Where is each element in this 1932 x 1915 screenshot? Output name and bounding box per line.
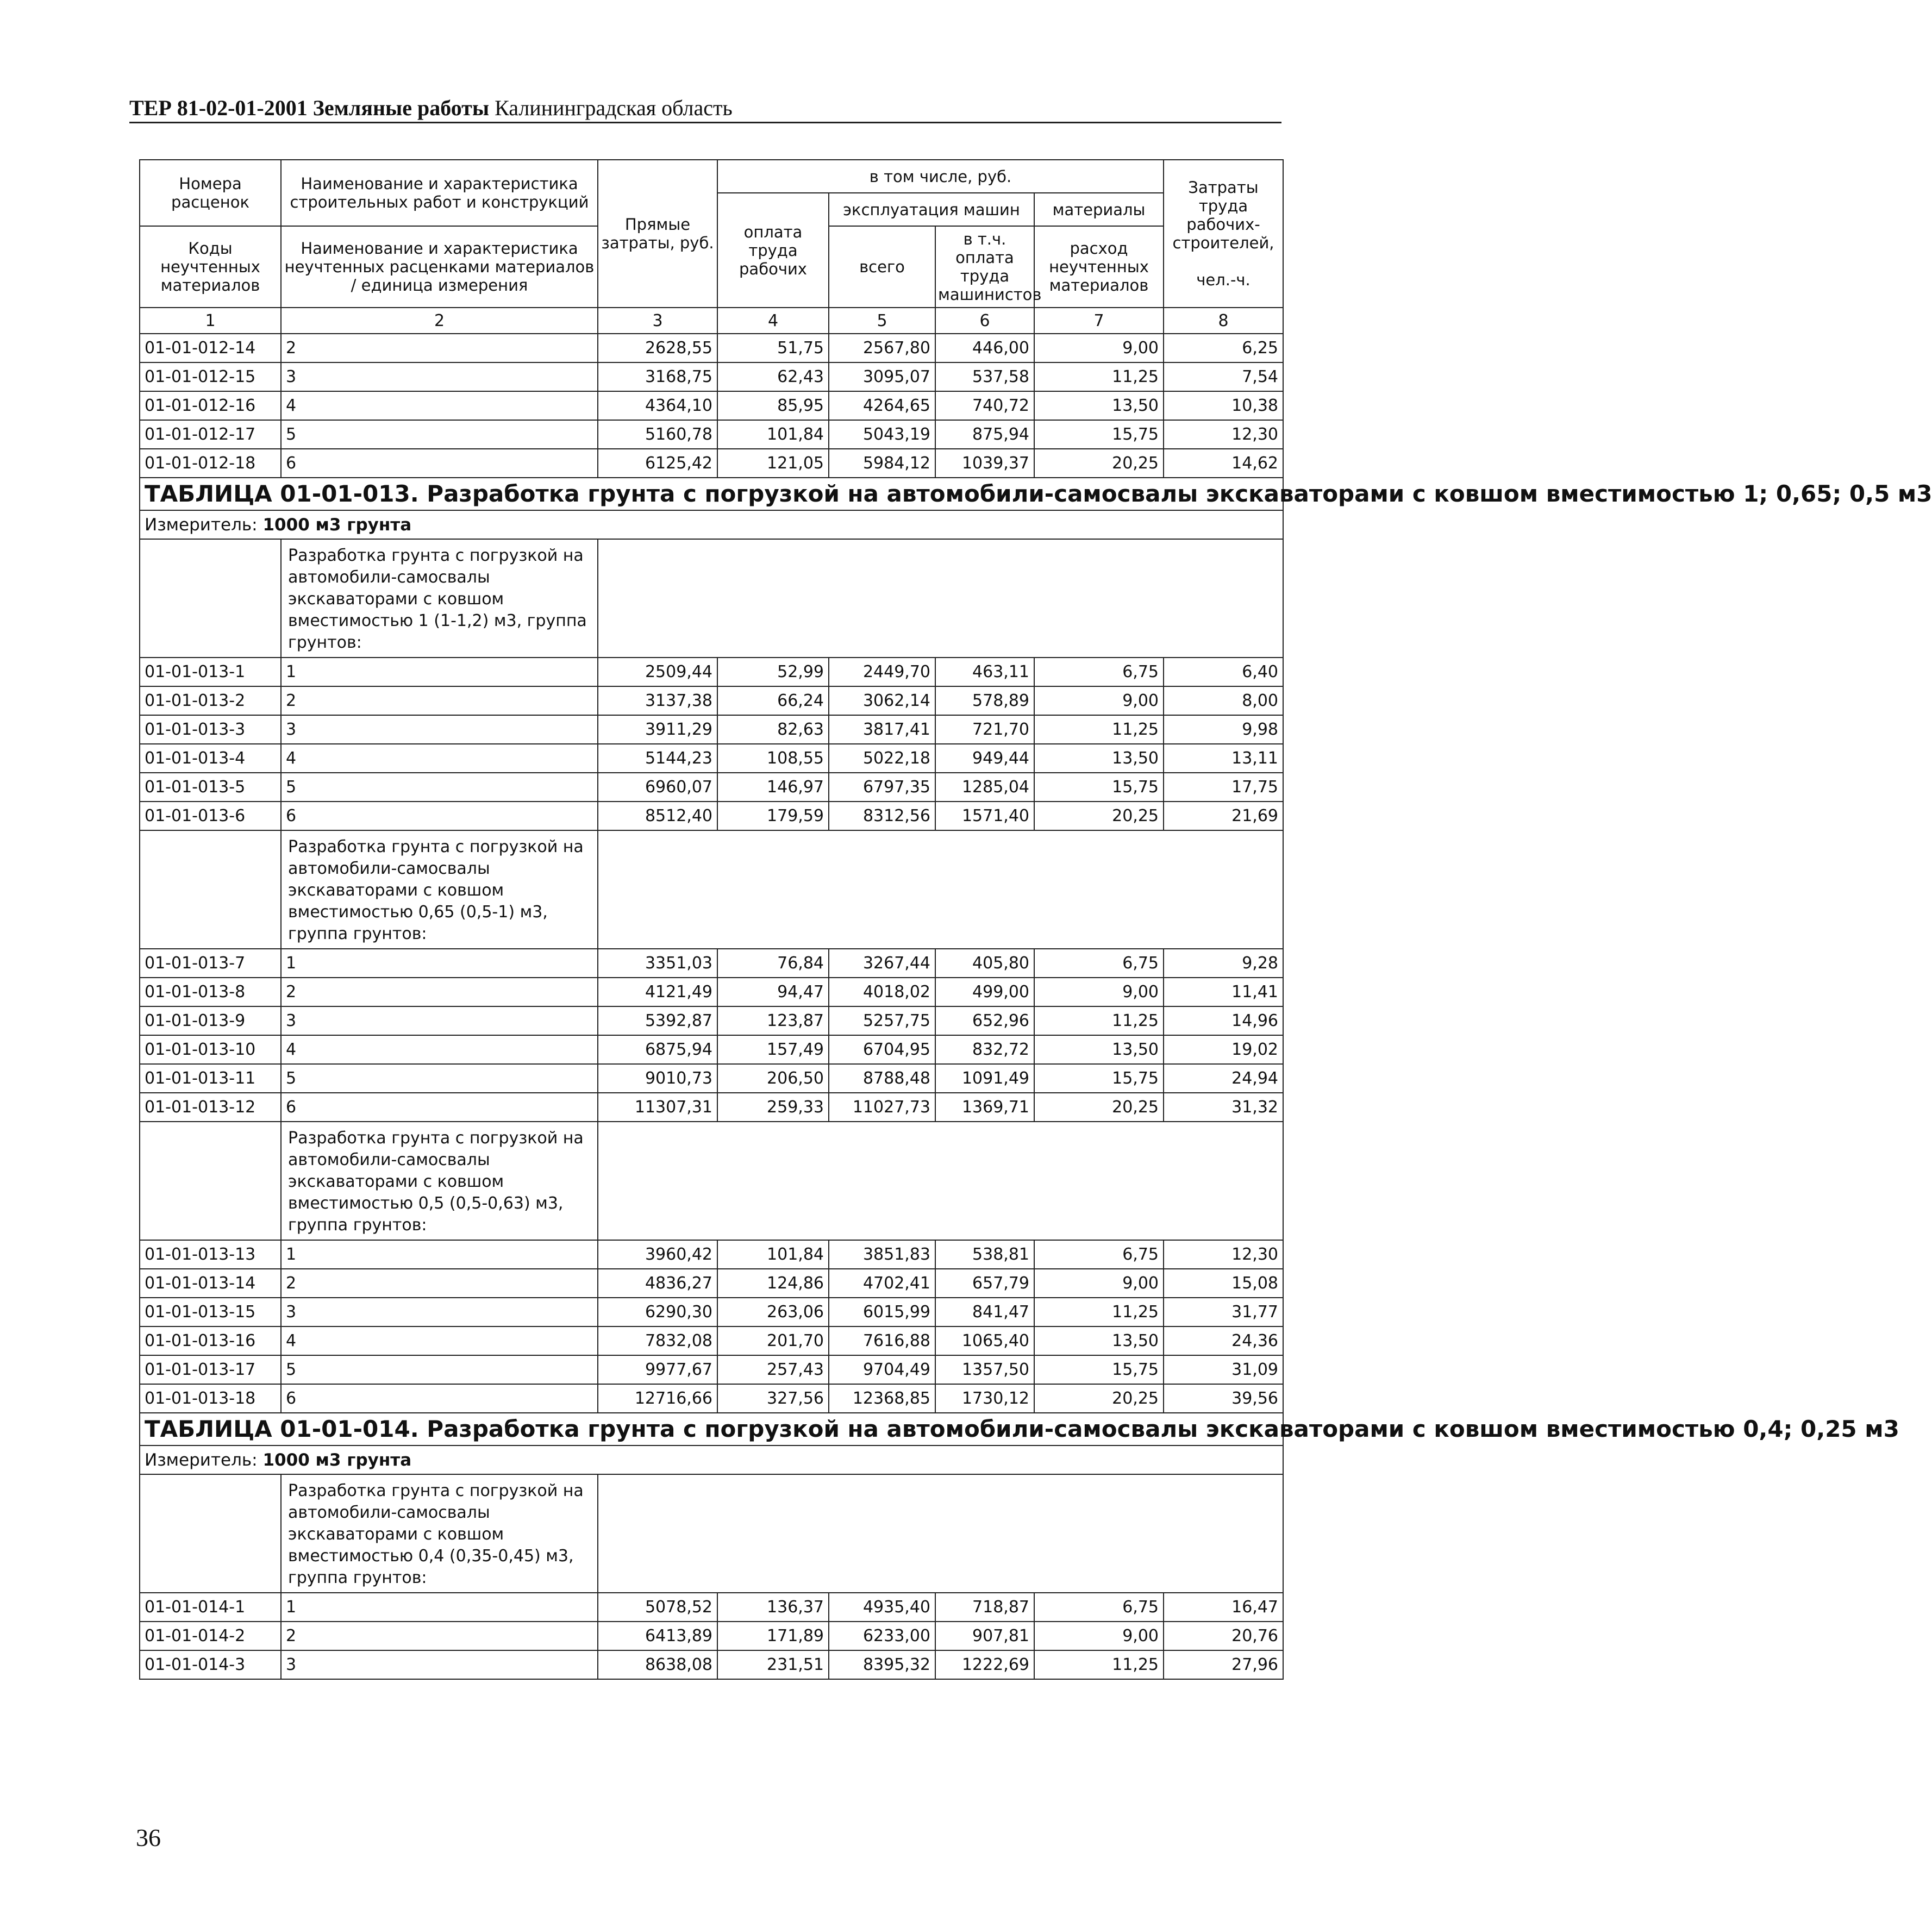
- soil-group-cell: 1: [281, 1240, 598, 1269]
- group-description-row: [140, 1474, 1283, 1593]
- materials-cell: 9,00: [1034, 686, 1164, 715]
- col-head-machine-total: всего: [829, 226, 935, 308]
- materials-cell: 20,25: [1034, 1384, 1164, 1413]
- machine-cost-cell: 8395,32: [829, 1650, 935, 1679]
- labor-cost-cell: 9,98: [1164, 715, 1283, 744]
- measure-value: 1000 м3 грунта: [262, 1450, 412, 1470]
- worker-wage-cell: 101,84: [717, 1240, 829, 1269]
- rate-row: [140, 686, 1283, 715]
- desc-empty-cell: [598, 539, 1283, 658]
- operator-wage-cell: 538,81: [935, 1240, 1034, 1269]
- labor-cost-cell: 11,41: [1164, 978, 1283, 1006]
- operator-wage-cell: 446,00: [935, 334, 1034, 362]
- worker-wage-cell: 94,47: [717, 978, 829, 1006]
- table-title-row: [140, 478, 1283, 510]
- machine-cost-cell: 12368,85: [829, 1384, 935, 1413]
- soil-group-cell: 2: [281, 686, 598, 715]
- machine-cost-cell: 5984,12: [829, 449, 935, 478]
- header-rule: [129, 122, 1281, 123]
- operator-wage-cell: 657,79: [935, 1269, 1034, 1298]
- table-title: ТАБЛИЦА 01-01-014. Разработка грунта с погрузкой на автомобили-самосвалы экскаваторами с ковшом вместимостью 0,4; 0,25 м3: [140, 1413, 1283, 1445]
- operator-wage-cell: 1369,71: [935, 1093, 1034, 1122]
- rate-code-cell: 01-01-013-17: [140, 1355, 281, 1384]
- materials-cell: 13,50: [1034, 391, 1164, 420]
- col-head-materials: материалы: [1034, 193, 1164, 226]
- machine-cost-cell: 5257,75: [829, 1006, 935, 1035]
- soil-group-cell: 6: [281, 802, 598, 830]
- rate-row: [140, 1035, 1283, 1064]
- col-head-machine-operation: эксплуатация машин: [829, 193, 1034, 226]
- materials-cell: 20,25: [1034, 449, 1164, 478]
- rate-row: [140, 362, 1283, 391]
- direct-cost-cell: 7832,08: [598, 1326, 717, 1355]
- direct-cost-cell: 11307,31: [598, 1093, 717, 1122]
- operator-wage-cell: 740,72: [935, 391, 1034, 420]
- machine-cost-cell: 5043,19: [829, 420, 935, 449]
- labor-cost-cell: 15,08: [1164, 1269, 1283, 1298]
- doc-section: Земляные работы: [312, 96, 490, 120]
- col-head-including: в том числе, руб.: [717, 160, 1164, 193]
- direct-cost-cell: 3137,38: [598, 686, 717, 715]
- materials-cell: 11,25: [1034, 1298, 1164, 1326]
- rate-code-cell: 01-01-013-16: [140, 1326, 281, 1355]
- labor-cost-cell: 6,25: [1164, 334, 1283, 362]
- measure-label: Измеритель:: [145, 515, 258, 535]
- labor-cost-cell: 9,28: [1164, 949, 1283, 978]
- group-description: Разработка грунта с погрузкой на автомобили-самосвалы экскаваторами с ковшом вместимостью 1 (1-1,2) м3, группа грунтов:: [281, 539, 598, 658]
- col-head-rate-numbers: Номера расценок: [140, 160, 281, 226]
- direct-cost-cell: 5078,52: [598, 1593, 717, 1622]
- col-head-operator-wages: в т.ч. оплата труда машинистов: [935, 226, 1034, 308]
- machine-cost-cell: 3851,83: [829, 1240, 935, 1269]
- labor-head-unit: чел.-ч.: [1196, 271, 1251, 289]
- machine-cost-cell: 7616,88: [829, 1326, 935, 1355]
- operator-wage-cell: 832,72: [935, 1035, 1034, 1064]
- direct-cost-cell: 4836,27: [598, 1269, 717, 1298]
- operator-wage-cell: 1571,40: [935, 802, 1034, 830]
- document-header: [129, 95, 1281, 121]
- worker-wage-cell: 259,33: [717, 1093, 829, 1122]
- operator-wage-cell: 537,58: [935, 362, 1034, 391]
- operator-wage-cell: 405,80: [935, 949, 1034, 978]
- col-number: 4: [717, 308, 829, 334]
- soil-group-cell: 4: [281, 391, 598, 420]
- operator-wage-cell: 578,89: [935, 686, 1034, 715]
- direct-cost-cell: 2628,55: [598, 334, 717, 362]
- machine-cost-cell: 6233,00: [829, 1622, 935, 1650]
- machine-cost-cell: 2567,80: [829, 334, 935, 362]
- soil-group-cell: 2: [281, 1269, 598, 1298]
- materials-cell: 9,00: [1034, 978, 1164, 1006]
- machine-cost-cell: 4018,02: [829, 978, 935, 1006]
- direct-cost-cell: 12716,66: [598, 1384, 717, 1413]
- operator-wage-cell: 499,00: [935, 978, 1034, 1006]
- rate-code-cell: 01-01-013-18: [140, 1384, 281, 1413]
- rate-row: [140, 949, 1283, 978]
- desc-empty-cell: [598, 1474, 1283, 1593]
- worker-wage-cell: 52,99: [717, 658, 829, 686]
- worker-wage-cell: 179,59: [717, 802, 829, 830]
- col-number: 1: [140, 308, 281, 334]
- rate-code-cell: 01-01-013-12: [140, 1093, 281, 1122]
- col-head-worker-wages: оплата труда рабочих: [717, 193, 829, 308]
- soil-group-cell: 5: [281, 1064, 598, 1093]
- col-head-labor-costs: [1164, 160, 1283, 308]
- group-description-row: [140, 539, 1283, 658]
- machine-cost-cell: 3095,07: [829, 362, 935, 391]
- doc-region: Калининградская область: [495, 96, 733, 120]
- desc-code-cell: [140, 1474, 281, 1593]
- rate-row: [140, 715, 1283, 744]
- rate-row: [140, 1355, 1283, 1384]
- col-head-work-name: Наименование и характеристика строительных работ и конструкций: [281, 160, 598, 226]
- materials-cell: 6,75: [1034, 1593, 1164, 1622]
- direct-cost-cell: 4364,10: [598, 391, 717, 420]
- labor-cost-cell: 39,56: [1164, 1384, 1283, 1413]
- rate-code-cell: 01-01-012-17: [140, 420, 281, 449]
- rate-code-cell: 01-01-013-2: [140, 686, 281, 715]
- labor-cost-cell: 6,40: [1164, 658, 1283, 686]
- worker-wage-cell: 171,89: [717, 1622, 829, 1650]
- direct-cost-cell: 8512,40: [598, 802, 717, 830]
- labor-cost-cell: 10,38: [1164, 391, 1283, 420]
- col-head-material-consumption: расход неучтенных материалов: [1034, 226, 1164, 308]
- rate-row: [140, 1326, 1283, 1355]
- direct-cost-cell: 5160,78: [598, 420, 717, 449]
- rate-row: [140, 334, 1283, 362]
- labor-cost-cell: 19,02: [1164, 1035, 1283, 1064]
- operator-wage-cell: 718,87: [935, 1593, 1034, 1622]
- measure-value: 1000 м3 грунта: [262, 515, 412, 535]
- rate-code-cell: 01-01-013-4: [140, 744, 281, 773]
- materials-cell: 6,75: [1034, 1240, 1164, 1269]
- labor-cost-cell: 8,00: [1164, 686, 1283, 715]
- materials-cell: 15,75: [1034, 773, 1164, 802]
- col-number: 6: [935, 308, 1034, 334]
- soil-group-cell: 3: [281, 715, 598, 744]
- worker-wage-cell: 206,50: [717, 1064, 829, 1093]
- direct-cost-cell: 6875,94: [598, 1035, 717, 1064]
- rate-code-cell: 01-01-012-14: [140, 334, 281, 362]
- machine-cost-cell: 5022,18: [829, 744, 935, 773]
- worker-wage-cell: 327,56: [717, 1384, 829, 1413]
- direct-cost-cell: 8638,08: [598, 1650, 717, 1679]
- materials-cell: 13,50: [1034, 1035, 1164, 1064]
- soil-group-cell: 1: [281, 658, 598, 686]
- direct-cost-cell: 9977,67: [598, 1355, 717, 1384]
- direct-cost-cell: 9010,73: [598, 1064, 717, 1093]
- materials-cell: 9,00: [1034, 334, 1164, 362]
- direct-cost-cell: 6413,89: [598, 1622, 717, 1650]
- col-number: 5: [829, 308, 935, 334]
- machine-cost-cell: 8312,56: [829, 802, 935, 830]
- materials-cell: 11,25: [1034, 362, 1164, 391]
- machine-cost-cell: 11027,73: [829, 1093, 935, 1122]
- desc-empty-cell: [598, 830, 1283, 949]
- labor-cost-cell: 12,30: [1164, 1240, 1283, 1269]
- rate-code-cell: 01-01-014-2: [140, 1622, 281, 1650]
- worker-wage-cell: 76,84: [717, 949, 829, 978]
- rate-row: [140, 1093, 1283, 1122]
- rate-row: [140, 1593, 1283, 1622]
- labor-cost-cell: 7,54: [1164, 362, 1283, 391]
- soil-group-cell: 5: [281, 420, 598, 449]
- machine-cost-cell: 3817,41: [829, 715, 935, 744]
- rate-row: [140, 1298, 1283, 1326]
- operator-wage-cell: 1065,40: [935, 1326, 1034, 1355]
- soil-group-cell: 3: [281, 362, 598, 391]
- labor-cost-cell: 24,36: [1164, 1326, 1283, 1355]
- worker-wage-cell: 231,51: [717, 1650, 829, 1679]
- materials-cell: 9,00: [1034, 1269, 1164, 1298]
- rate-row: [140, 1384, 1283, 1413]
- rate-row: [140, 1622, 1283, 1650]
- soil-group-cell: 5: [281, 1355, 598, 1384]
- machine-cost-cell: 4702,41: [829, 1269, 935, 1298]
- direct-cost-cell: 4121,49: [598, 978, 717, 1006]
- soil-group-cell: 6: [281, 449, 598, 478]
- materials-cell: 11,25: [1034, 715, 1164, 744]
- measure-cell: [140, 510, 1283, 539]
- operator-wage-cell: 652,96: [935, 1006, 1034, 1035]
- rate-code-cell: 01-01-013-7: [140, 949, 281, 978]
- materials-cell: 15,75: [1034, 1355, 1164, 1384]
- rate-row: [140, 978, 1283, 1006]
- operator-wage-cell: 1222,69: [935, 1650, 1034, 1679]
- worker-wage-cell: 157,49: [717, 1035, 829, 1064]
- soil-group-cell: 3: [281, 1650, 598, 1679]
- rate-code-cell: 01-01-014-1: [140, 1593, 281, 1622]
- operator-wage-cell: 1730,12: [935, 1384, 1034, 1413]
- desc-code-cell: [140, 539, 281, 658]
- labor-head-text: Затраты труда рабочих-строителей,: [1172, 178, 1274, 252]
- worker-wage-cell: 101,84: [717, 420, 829, 449]
- rate-row: [140, 1650, 1283, 1679]
- rate-code-cell: 01-01-012-16: [140, 391, 281, 420]
- labor-cost-cell: 16,47: [1164, 1593, 1283, 1622]
- measure-label: Измеритель:: [145, 1450, 258, 1470]
- labor-cost-cell: 31,77: [1164, 1298, 1283, 1326]
- col-number: 3: [598, 308, 717, 334]
- materials-cell: 20,25: [1034, 1093, 1164, 1122]
- col-number: 7: [1034, 308, 1164, 334]
- worker-wage-cell: 51,75: [717, 334, 829, 362]
- worker-wage-cell: 82,63: [717, 715, 829, 744]
- worker-wage-cell: 62,43: [717, 362, 829, 391]
- rate-code-cell: 01-01-013-11: [140, 1064, 281, 1093]
- operator-wage-cell: 875,94: [935, 420, 1034, 449]
- soil-group-cell: 2: [281, 978, 598, 1006]
- operator-wage-cell: 1091,49: [935, 1064, 1034, 1093]
- machine-cost-cell: 6015,99: [829, 1298, 935, 1326]
- worker-wage-cell: 146,97: [717, 773, 829, 802]
- operator-wage-cell: 949,44: [935, 744, 1034, 773]
- direct-cost-cell: 5392,87: [598, 1006, 717, 1035]
- labor-cost-cell: 27,96: [1164, 1650, 1283, 1679]
- rate-code-cell: 01-01-013-13: [140, 1240, 281, 1269]
- col-head-material-name: Наименование и характеристика неучтенных расценками материалов / единица измерения: [281, 226, 598, 308]
- worker-wage-cell: 66,24: [717, 686, 829, 715]
- rate-code-cell: 01-01-013-15: [140, 1298, 281, 1326]
- direct-cost-cell: 3960,42: [598, 1240, 717, 1269]
- worker-wage-cell: 136,37: [717, 1593, 829, 1622]
- rate-row: [140, 1269, 1283, 1298]
- materials-cell: 6,75: [1034, 949, 1164, 978]
- machine-cost-cell: 8788,48: [829, 1064, 935, 1093]
- labor-cost-cell: 31,09: [1164, 1355, 1283, 1384]
- worker-wage-cell: 123,87: [717, 1006, 829, 1035]
- materials-cell: 6,75: [1034, 658, 1164, 686]
- worker-wage-cell: 201,70: [717, 1326, 829, 1355]
- operator-wage-cell: 721,70: [935, 715, 1034, 744]
- rates-table: [139, 159, 1932, 1680]
- group-description: Разработка грунта с погрузкой на автомобили-самосвалы экскаваторами с ковшом вместимостью 0,4 (0,35-0,45) м3, группа грунтов:: [281, 1474, 598, 1593]
- worker-wage-cell: 263,06: [717, 1298, 829, 1326]
- materials-cell: 9,00: [1034, 1622, 1164, 1650]
- machine-cost-cell: 3062,14: [829, 686, 935, 715]
- materials-cell: 11,25: [1034, 1006, 1164, 1035]
- rate-row: [140, 420, 1283, 449]
- rate-row: [140, 744, 1283, 773]
- materials-cell: 13,50: [1034, 744, 1164, 773]
- doc-code: ТЕР 81-02-01-2001: [129, 96, 308, 120]
- measure-row: [140, 510, 1283, 539]
- machine-cost-cell: 6704,95: [829, 1035, 935, 1064]
- soil-group-cell: 2: [281, 1622, 598, 1650]
- worker-wage-cell: 257,43: [717, 1355, 829, 1384]
- soil-group-cell: 1: [281, 1593, 598, 1622]
- page-number: 36: [136, 1824, 161, 1851]
- rate-code-cell: 01-01-013-14: [140, 1269, 281, 1298]
- operator-wage-cell: 1357,50: [935, 1355, 1034, 1384]
- table-title-row: [140, 1413, 1283, 1445]
- rate-row: [140, 773, 1283, 802]
- worker-wage-cell: 108,55: [717, 744, 829, 773]
- desc-code-cell: [140, 830, 281, 949]
- direct-cost-cell: 3168,75: [598, 362, 717, 391]
- rate-row: [140, 1240, 1283, 1269]
- machine-cost-cell: 9704,49: [829, 1355, 935, 1384]
- soil-group-cell: 2: [281, 334, 598, 362]
- col-number: 2: [281, 308, 598, 334]
- worker-wage-cell: 124,86: [717, 1269, 829, 1298]
- soil-group-cell: 3: [281, 1006, 598, 1035]
- rate-code-cell: 01-01-013-10: [140, 1035, 281, 1064]
- operator-wage-cell: 841,47: [935, 1298, 1034, 1326]
- soil-group-cell: 6: [281, 1384, 598, 1413]
- operator-wage-cell: 463,11: [935, 658, 1034, 686]
- group-description: Разработка грунта с погрузкой на автомобили-самосвалы экскаваторами с ковшом вместимостью 0,5 (0,5-0,63) м3, группа грунтов:: [281, 1122, 598, 1240]
- worker-wage-cell: 85,95: [717, 391, 829, 420]
- desc-empty-cell: [598, 1122, 1283, 1240]
- rate-code-cell: 01-01-012-15: [140, 362, 281, 391]
- group-description-row: [140, 1122, 1283, 1240]
- soil-group-cell: 4: [281, 744, 598, 773]
- machine-cost-cell: 4935,40: [829, 1593, 935, 1622]
- rate-row: [140, 449, 1283, 478]
- soil-group-cell: 4: [281, 1326, 598, 1355]
- labor-cost-cell: 12,30: [1164, 420, 1283, 449]
- machine-cost-cell: 6797,35: [829, 773, 935, 802]
- materials-cell: 11,25: [1034, 1650, 1164, 1679]
- rate-row: [140, 1064, 1283, 1093]
- rate-code-cell: 01-01-013-6: [140, 802, 281, 830]
- materials-cell: 13,50: [1034, 1326, 1164, 1355]
- rate-code-cell: 01-01-013-1: [140, 658, 281, 686]
- col-head-direct-costs: Прямые затраты, руб.: [598, 160, 717, 308]
- machine-cost-cell: 3267,44: [829, 949, 935, 978]
- soil-group-cell: 5: [281, 773, 598, 802]
- machine-cost-cell: 2449,70: [829, 658, 935, 686]
- direct-cost-cell: 6290,30: [598, 1298, 717, 1326]
- group-description-row: [140, 830, 1283, 949]
- rate-row: [140, 1006, 1283, 1035]
- materials-cell: 15,75: [1034, 420, 1164, 449]
- direct-cost-cell: 2509,44: [598, 658, 717, 686]
- direct-cost-cell: 5144,23: [598, 744, 717, 773]
- soil-group-cell: 6: [281, 1093, 598, 1122]
- rate-code-cell: 01-01-013-3: [140, 715, 281, 744]
- table-title: ТАБЛИЦА 01-01-013. Разработка грунта с погрузкой на автомобили-самосвалы экскаваторами с ковшом вместимостью 1; 0,65; 0,5 м3: [140, 478, 1283, 510]
- operator-wage-cell: 1039,37: [935, 449, 1034, 478]
- col-head-material-codes: Коды неучтенных материалов: [140, 226, 281, 308]
- group-description: Разработка грунта с погрузкой на автомобили-самосвалы экскаваторами с ковшом вместимостью 0,65 (0,5-1) м3, группа грунтов:: [281, 830, 598, 949]
- rate-row: [140, 658, 1283, 686]
- rate-code-cell: 01-01-014-3: [140, 1650, 281, 1679]
- direct-cost-cell: 6960,07: [598, 773, 717, 802]
- col-number: 8: [1164, 308, 1283, 334]
- rate-row: [140, 391, 1283, 420]
- rate-code-cell: 01-01-013-8: [140, 978, 281, 1006]
- worker-wage-cell: 121,05: [717, 449, 829, 478]
- labor-cost-cell: 24,94: [1164, 1064, 1283, 1093]
- rate-code-cell: 01-01-013-5: [140, 773, 281, 802]
- rate-code-cell: 01-01-013-9: [140, 1006, 281, 1035]
- direct-cost-cell: 3351,03: [598, 949, 717, 978]
- soil-group-cell: 4: [281, 1035, 598, 1064]
- soil-group-cell: 1: [281, 949, 598, 978]
- labor-cost-cell: 31,32: [1164, 1093, 1283, 1122]
- operator-wage-cell: 1285,04: [935, 773, 1034, 802]
- soil-group-cell: 3: [281, 1298, 598, 1326]
- labor-cost-cell: 13,11: [1164, 744, 1283, 773]
- machine-cost-cell: 4264,65: [829, 391, 935, 420]
- desc-code-cell: [140, 1122, 281, 1240]
- measure-row: [140, 1445, 1283, 1474]
- labor-cost-cell: 14,96: [1164, 1006, 1283, 1035]
- labor-cost-cell: 17,75: [1164, 773, 1283, 802]
- direct-cost-cell: 3911,29: [598, 715, 717, 744]
- rate-row: [140, 802, 1283, 830]
- operator-wage-cell: 907,81: [935, 1622, 1034, 1650]
- measure-cell: [140, 1445, 1283, 1474]
- labor-cost-cell: 20,76: [1164, 1622, 1283, 1650]
- direct-cost-cell: 6125,42: [598, 449, 717, 478]
- labor-cost-cell: 21,69: [1164, 802, 1283, 830]
- labor-cost-cell: 14,62: [1164, 449, 1283, 478]
- materials-cell: 20,25: [1034, 802, 1164, 830]
- materials-cell: 15,75: [1034, 1064, 1164, 1093]
- rate-code-cell: 01-01-012-18: [140, 449, 281, 478]
